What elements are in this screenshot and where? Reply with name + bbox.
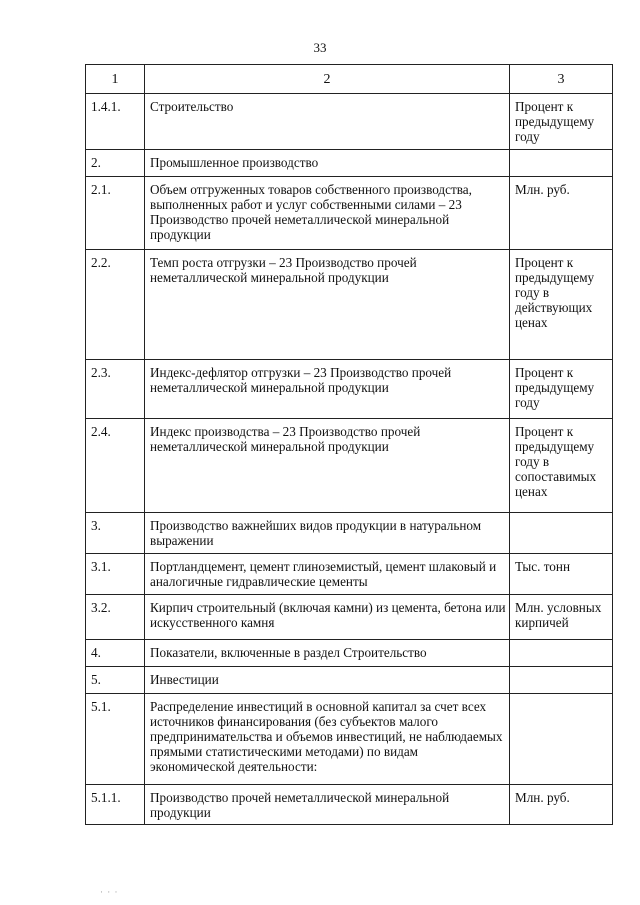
indicator-name: Распределение инвестиций в основной капитал за счет всех источников финансирования (без субъектов малого предпринимательства и объемов инвестиций, не наблюдаемых прямыми статистическими методами) по видам экономической деятельности: bbox=[145, 694, 510, 785]
table-header-row bbox=[86, 65, 613, 94]
unit-of-measure bbox=[510, 667, 613, 694]
unit-of-measure: Млн. условных кирпичей bbox=[510, 595, 613, 640]
table-row bbox=[86, 94, 613, 150]
table-row bbox=[86, 513, 613, 554]
unit-of-measure bbox=[510, 694, 613, 785]
unit-of-measure bbox=[510, 513, 613, 554]
unit-of-measure: Процент к предыдущему году bbox=[510, 360, 613, 419]
row-number: 5.1.1. bbox=[86, 785, 145, 825]
table-row bbox=[86, 419, 613, 513]
row-number: 3. bbox=[86, 513, 145, 554]
table-row bbox=[86, 360, 613, 419]
table-row bbox=[86, 250, 613, 360]
table-row bbox=[86, 640, 613, 667]
header-cell-3: 3 bbox=[510, 65, 613, 94]
header-cell-1: 1 bbox=[86, 65, 145, 94]
indicator-name: Промышленное производство bbox=[145, 150, 510, 177]
table-row bbox=[86, 177, 613, 250]
row-number: 4. bbox=[86, 640, 145, 667]
table-row bbox=[86, 667, 613, 694]
row-number: 2.2. bbox=[86, 250, 145, 360]
indicator-name: Темп роста отгрузки – 23 Производство прочей неметаллической минеральной продукции bbox=[145, 250, 510, 360]
indicator-name: Индекс производства – 23 Производство прочей неметаллической минеральной продукции bbox=[145, 419, 510, 513]
row-number: 3.1. bbox=[86, 554, 145, 595]
scan-artifact: · · · bbox=[100, 887, 119, 897]
indicator-name: Производство прочей неметаллической минеральной продукции bbox=[145, 785, 510, 825]
unit-of-measure: Млн. руб. bbox=[510, 785, 613, 825]
unit-of-measure bbox=[510, 640, 613, 667]
table-body bbox=[86, 94, 613, 825]
indicator-name: Показатели, включенные в раздел Строительство bbox=[145, 640, 510, 667]
table-row bbox=[86, 554, 613, 595]
row-number: 2. bbox=[86, 150, 145, 177]
table-row bbox=[86, 150, 613, 177]
row-number: 5.1. bbox=[86, 694, 145, 785]
table-row bbox=[86, 694, 613, 785]
row-number: 2.1. bbox=[86, 177, 145, 250]
unit-of-measure: Процент к предыдущему году bbox=[510, 94, 613, 150]
row-number: 2.4. bbox=[86, 419, 145, 513]
unit-of-measure: Тыс. тонн bbox=[510, 554, 613, 595]
indicator-name: Строительство bbox=[145, 94, 510, 150]
unit-of-measure bbox=[510, 150, 613, 177]
indicator-name: Производство важнейших видов продукции в натуральном выражении bbox=[145, 513, 510, 554]
indicator-name: Кирпич строительный (включая камни) из цемента, бетона или искусственного камня bbox=[145, 595, 510, 640]
table-row bbox=[86, 595, 613, 640]
unit-of-measure: Млн. руб. bbox=[510, 177, 613, 250]
indicator-name: Инвестиции bbox=[145, 667, 510, 694]
page-number: 33 bbox=[313, 40, 327, 55]
indicator-name: Объем отгруженных товаров собственного производства, выполненных работ и услуг собственными силами – 23 Производство прочей неметаллической минеральной продукции bbox=[145, 177, 510, 250]
indicator-name: Индекс-дефлятор отгрузки – 23 Производство прочей неметаллической минеральной продукции bbox=[145, 360, 510, 419]
row-number: 5. bbox=[86, 667, 145, 694]
unit-of-measure: Процент к предыдущему году в сопоставимых ценах bbox=[510, 419, 613, 513]
indicators-table bbox=[85, 64, 613, 825]
row-number: 1.4.1. bbox=[86, 94, 145, 150]
unit-of-measure: Процент к предыдущему году в действующих ценах bbox=[510, 250, 613, 360]
table-row bbox=[86, 785, 613, 825]
row-number: 2.3. bbox=[86, 360, 145, 419]
header-cell-2: 2 bbox=[145, 65, 510, 94]
row-number: 3.2. bbox=[86, 595, 145, 640]
indicator-name: Портландцемент, цемент глиноземистый, цемент шлаковый и аналогичные гидравлические цементы bbox=[145, 554, 510, 595]
